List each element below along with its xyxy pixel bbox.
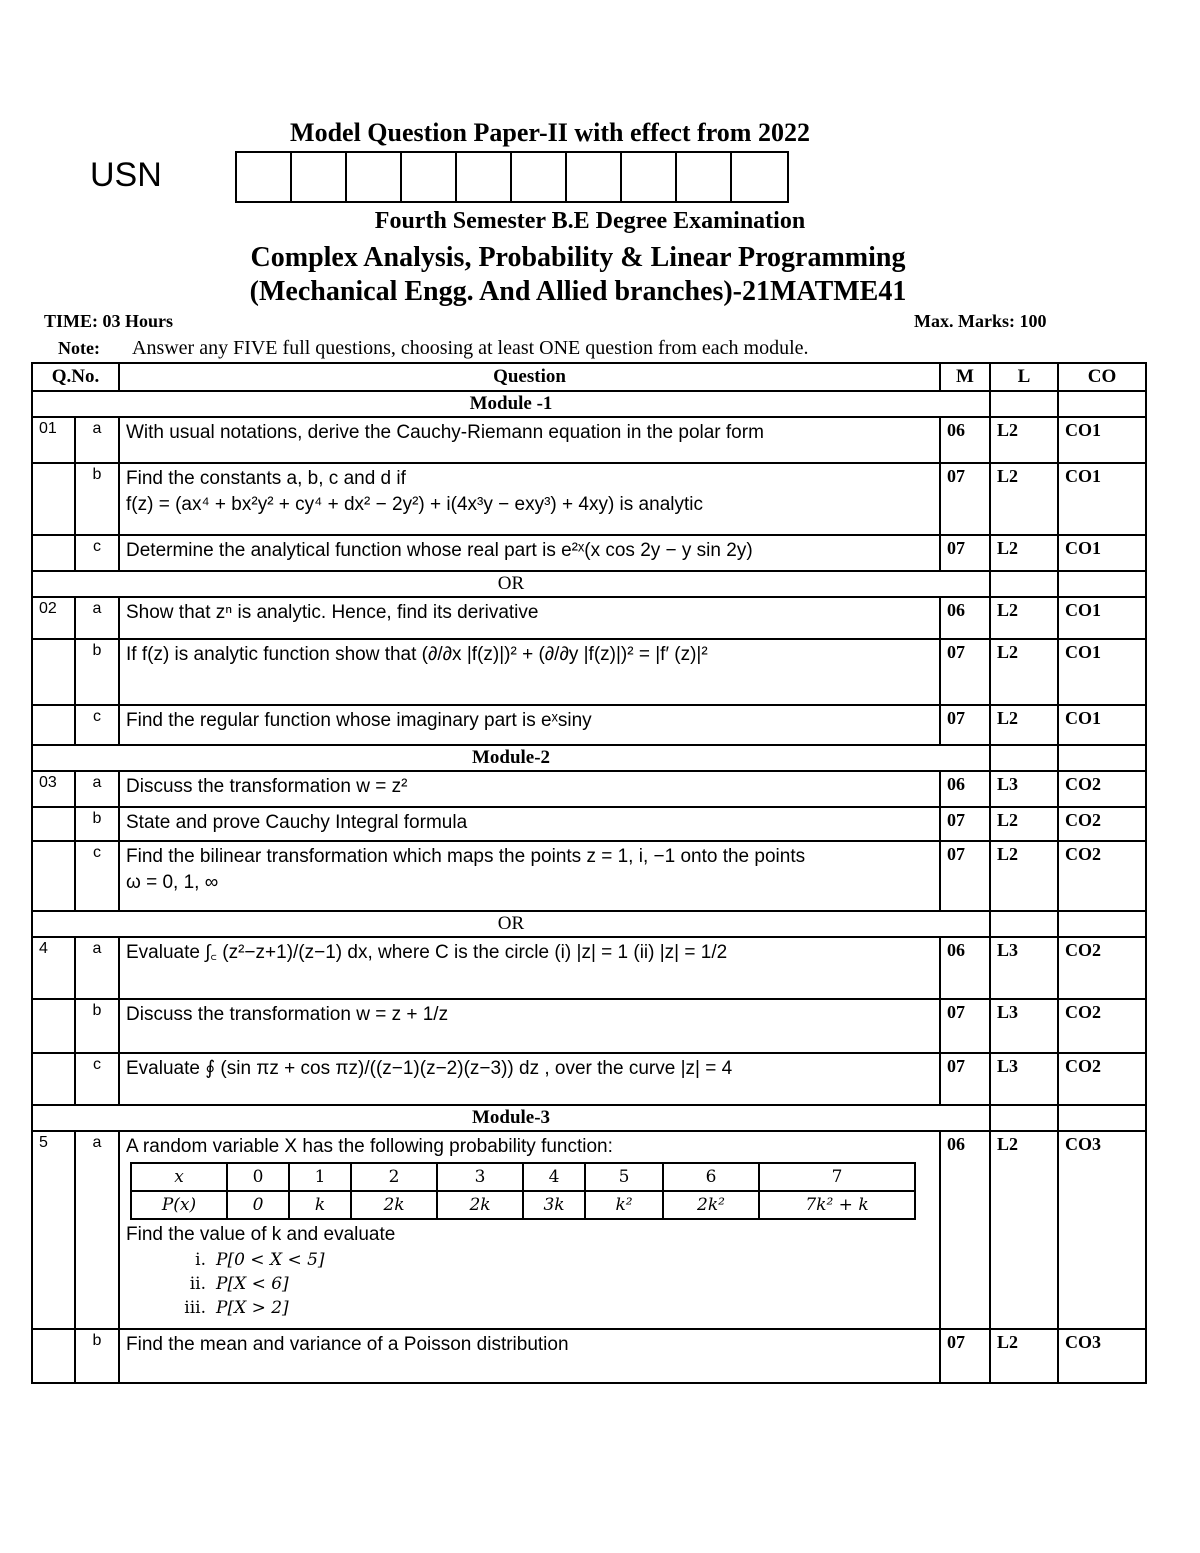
question-number: 01: [32, 417, 75, 463]
x-value: 6: [663, 1163, 759, 1191]
question-number: 4: [32, 937, 75, 999]
question-line: State and prove Cauchy Integral formula: [126, 812, 468, 833]
x-value: 4: [523, 1163, 585, 1191]
marks-value: 07: [940, 1053, 990, 1105]
question-row: [32, 1131, 1146, 1329]
empty-cell: [990, 911, 1058, 937]
marks-value: 07: [940, 463, 990, 535]
question-row: [32, 937, 1146, 999]
marks-value: 07: [940, 841, 990, 911]
question-part: c: [75, 535, 119, 571]
x-value: 5: [585, 1163, 663, 1191]
semester-line: Fourth Semester B.E Degree Examination: [374, 208, 806, 234]
marks-value: 06: [940, 937, 990, 999]
question-number: 03: [32, 771, 75, 807]
usn-label: USN: [90, 156, 162, 194]
question-line: f(z) = (ax⁴ + bx²y² + cy⁴ + dx² − 2y²) + i(4x³y − exy³) + 4xy) is analytic: [126, 494, 703, 515]
marks-value: 07: [940, 705, 990, 745]
question-line: Discuss the transformation w = z + 1/z: [126, 1004, 449, 1025]
sub-question: [166, 1272, 933, 1296]
question-line: Find the constants a, b, c and d if: [126, 468, 406, 489]
usn-digit-box[interactable]: [622, 153, 677, 201]
header-l: L: [990, 363, 1058, 391]
question-row: [32, 597, 1146, 639]
module-heading-row: [32, 745, 1146, 771]
sub-question-text: P[X < 6]: [216, 1274, 289, 1294]
subject-line-1: Complex Analysis, Probability & Linear Programming: [250, 242, 906, 273]
sub-question-text: P[X > 2]: [216, 1298, 289, 1318]
question-part: b: [75, 807, 119, 841]
max-marks: Max. Marks: 100: [914, 311, 1047, 331]
px-label: P(x): [131, 1191, 227, 1219]
question-line: If f(z) is analytic function show that (∂/∂x |f(z)|)² + (∂/∂y |f(z)|)² = |f′ (z)|²: [126, 644, 708, 665]
question-part: b: [75, 639, 119, 705]
note-text: Answer any FIVE full questions, choosing at least ONE question from each module.: [132, 337, 809, 359]
question-part: b: [75, 999, 119, 1053]
question-row: [32, 463, 1146, 535]
sub-question-number: ii.: [189, 1274, 206, 1294]
empty-cell: [1058, 391, 1146, 417]
question-row: [32, 535, 1146, 571]
usn-digit-box[interactable]: [567, 153, 622, 201]
question-row: [32, 807, 1146, 841]
empty-cell: [990, 1105, 1058, 1131]
x-row: [131, 1163, 915, 1191]
co-value: CO1: [1058, 705, 1146, 745]
level-value: L3: [990, 999, 1058, 1053]
x-value: 2: [351, 1163, 437, 1191]
question-number: [32, 999, 75, 1053]
question-line: Evaluate ∮ (sin πz + cos πz)/((z−1)(z−2)(z−3)) dz , over the curve |z| = 4: [126, 1058, 733, 1079]
px-value: 7k² + k: [759, 1191, 915, 1219]
probability-table: [130, 1162, 916, 1220]
subject-line-2: (Mechanical Engg. And Allied branches)-21MATME41: [249, 276, 907, 307]
empty-cell: [990, 391, 1058, 417]
co-value: CO3: [1058, 1131, 1146, 1329]
or-separator: OR: [32, 571, 990, 597]
sub-question-list: [166, 1248, 933, 1320]
question-text: [119, 463, 940, 535]
question-part: c: [75, 841, 119, 911]
module-heading: Module-2: [32, 745, 990, 771]
marks-value: 07: [940, 639, 990, 705]
usn-digit-box[interactable]: [237, 153, 292, 201]
question-row: [32, 841, 1146, 911]
co-value: CO2: [1058, 807, 1146, 841]
level-value: L2: [990, 1329, 1058, 1383]
question-line: Show that zⁿ is analytic. Hence, find its derivative: [126, 602, 539, 623]
question-text: [119, 1053, 940, 1105]
question-part: c: [75, 1053, 119, 1105]
px-value: 0: [227, 1191, 289, 1219]
px-value: 2k: [351, 1191, 437, 1219]
module-heading: Module -1: [32, 391, 990, 417]
x-value: 3: [437, 1163, 523, 1191]
question-number: [32, 463, 75, 535]
question-number: [32, 639, 75, 705]
question-line: Find the value of k and evaluate: [126, 1224, 396, 1245]
question-text: [119, 1131, 940, 1329]
empty-cell: [990, 571, 1058, 597]
usn-digit-box[interactable]: [512, 153, 567, 201]
question-line: Discuss the transformation w = z²: [126, 776, 408, 797]
question-part: b: [75, 463, 119, 535]
co-value: CO3: [1058, 1329, 1146, 1383]
x-value: 7: [759, 1163, 915, 1191]
marks-value: 07: [940, 1329, 990, 1383]
question-number: [32, 841, 75, 911]
question-text: [119, 535, 940, 571]
question-text: [119, 771, 940, 807]
question-table: [31, 362, 1147, 1384]
sub-question-text: P[0 < X < 5]: [216, 1250, 325, 1270]
question-text: [119, 639, 940, 705]
question-part: c: [75, 705, 119, 745]
co-value: CO2: [1058, 999, 1146, 1053]
question-line: Evaluate ∫꜀ (z²−z+1)/(z−1) dx, where C is the circle (i) |z| = 1 (ii) |z| = 1/2: [126, 942, 728, 963]
usn-digit-box[interactable]: [677, 153, 732, 201]
usn-digit-box[interactable]: [347, 153, 402, 201]
empty-cell: [1058, 911, 1146, 937]
or-row: [32, 571, 1146, 597]
question-number: [32, 1053, 75, 1105]
usn-input-boxes[interactable]: [235, 151, 789, 203]
px-value: 3k: [523, 1191, 585, 1219]
question-number: 5: [32, 1131, 75, 1329]
question-part: a: [75, 1131, 119, 1329]
x-label: x: [131, 1163, 227, 1191]
question-number: [32, 807, 75, 841]
co-value: CO2: [1058, 937, 1146, 999]
note-label: Note:: [58, 338, 100, 358]
question-text: [119, 937, 940, 999]
usn-digit-box[interactable]: [732, 153, 787, 201]
co-value: CO2: [1058, 771, 1146, 807]
question-text: [119, 999, 940, 1053]
question-part: b: [75, 1329, 119, 1383]
question-row: [32, 417, 1146, 463]
question-number: [32, 1329, 75, 1383]
co-value: CO1: [1058, 597, 1146, 639]
question-part: a: [75, 771, 119, 807]
marks-value: 06: [940, 771, 990, 807]
sub-question: [166, 1296, 933, 1320]
or-row: [32, 911, 1146, 937]
question-line: A random variable X has the following probability function:: [126, 1136, 613, 1157]
co-value: CO1: [1058, 639, 1146, 705]
question-text: [119, 417, 940, 463]
px-row: [131, 1191, 915, 1219]
co-value: CO2: [1058, 1053, 1146, 1105]
level-value: L2: [990, 639, 1058, 705]
level-value: L2: [990, 597, 1058, 639]
level-value: L3: [990, 937, 1058, 999]
co-value: CO1: [1058, 417, 1146, 463]
module-heading-row: [32, 391, 1146, 417]
sub-question-number: iii.: [184, 1298, 206, 1318]
empty-cell: [1058, 745, 1146, 771]
table-header-row: [32, 363, 1146, 391]
x-value: 1: [289, 1163, 351, 1191]
x-value: 0: [227, 1163, 289, 1191]
question-row: [32, 1329, 1146, 1383]
paper-title: Model Question Paper-II with effect from 2022: [290, 118, 810, 147]
level-value: L2: [990, 535, 1058, 571]
or-separator: OR: [32, 911, 990, 937]
level-value: L2: [990, 705, 1058, 745]
level-value: L2: [990, 463, 1058, 535]
exam-time: TIME: 03 Hours: [44, 311, 174, 331]
px-value: 2k²: [663, 1191, 759, 1219]
marks-value: 06: [940, 1131, 990, 1329]
module-heading-row: [32, 1105, 1146, 1131]
sub-question-number: i.: [195, 1250, 206, 1270]
level-value: L3: [990, 771, 1058, 807]
question-text: [119, 841, 940, 911]
question-line: ω = 0, 1, ∞: [126, 872, 219, 893]
question-row: [32, 999, 1146, 1053]
header-question: Question: [119, 363, 940, 391]
marks-value: 07: [940, 999, 990, 1053]
question-row: [32, 639, 1146, 705]
question-line: With usual notations, derive the Cauchy-Riemann equation in the polar form: [126, 422, 764, 443]
module-heading: Module-3: [32, 1105, 990, 1131]
level-value: L2: [990, 1131, 1058, 1329]
question-row: [32, 705, 1146, 745]
question-text: Find the mean and variance of a Poisson distribution: [119, 1329, 940, 1383]
question-number: 02: [32, 597, 75, 639]
marks-value: 06: [940, 597, 990, 639]
co-value: CO1: [1058, 463, 1146, 535]
px-value: 2k: [437, 1191, 523, 1219]
question-number: [32, 705, 75, 745]
question-part: a: [75, 417, 119, 463]
level-value: L2: [990, 807, 1058, 841]
question-row: [32, 1053, 1146, 1105]
question-text: [119, 705, 940, 745]
question-text: [119, 597, 940, 639]
px-value: k: [289, 1191, 351, 1219]
sub-question: [166, 1248, 933, 1272]
header-qno: Q.No.: [32, 363, 119, 391]
level-value: L2: [990, 417, 1058, 463]
px-value: k²: [585, 1191, 663, 1219]
marks-value: 06: [940, 417, 990, 463]
question-part: a: [75, 937, 119, 999]
empty-cell: [990, 745, 1058, 771]
usn-digit-box[interactable]: [292, 153, 347, 201]
empty-cell: [1058, 1105, 1146, 1131]
subject-title: [0, 241, 1156, 309]
question-part: a: [75, 597, 119, 639]
question-line: Find the bilinear transformation which maps the points z = 1, i, −1 onto the points: [126, 846, 806, 867]
question-line: Determine the analytical function whose real part is e²ˣ(x cos 2y − y sin 2y): [126, 540, 753, 561]
co-value: CO1: [1058, 535, 1146, 571]
question-number: [32, 535, 75, 571]
question-row: [32, 771, 1146, 807]
level-value: L3: [990, 1053, 1058, 1105]
co-value: CO2: [1058, 841, 1146, 911]
level-value: L2: [990, 841, 1058, 911]
question-text: [119, 807, 940, 841]
marks-value: 07: [940, 807, 990, 841]
empty-cell: [1058, 571, 1146, 597]
header-m: M: [940, 363, 990, 391]
question-line: Find the regular function whose imaginary part is eˣsiny: [126, 710, 592, 731]
header-co: CO: [1058, 363, 1146, 391]
marks-value: 07: [940, 535, 990, 571]
usn-digit-box[interactable]: [457, 153, 512, 201]
usn-digit-box[interactable]: [402, 153, 457, 201]
